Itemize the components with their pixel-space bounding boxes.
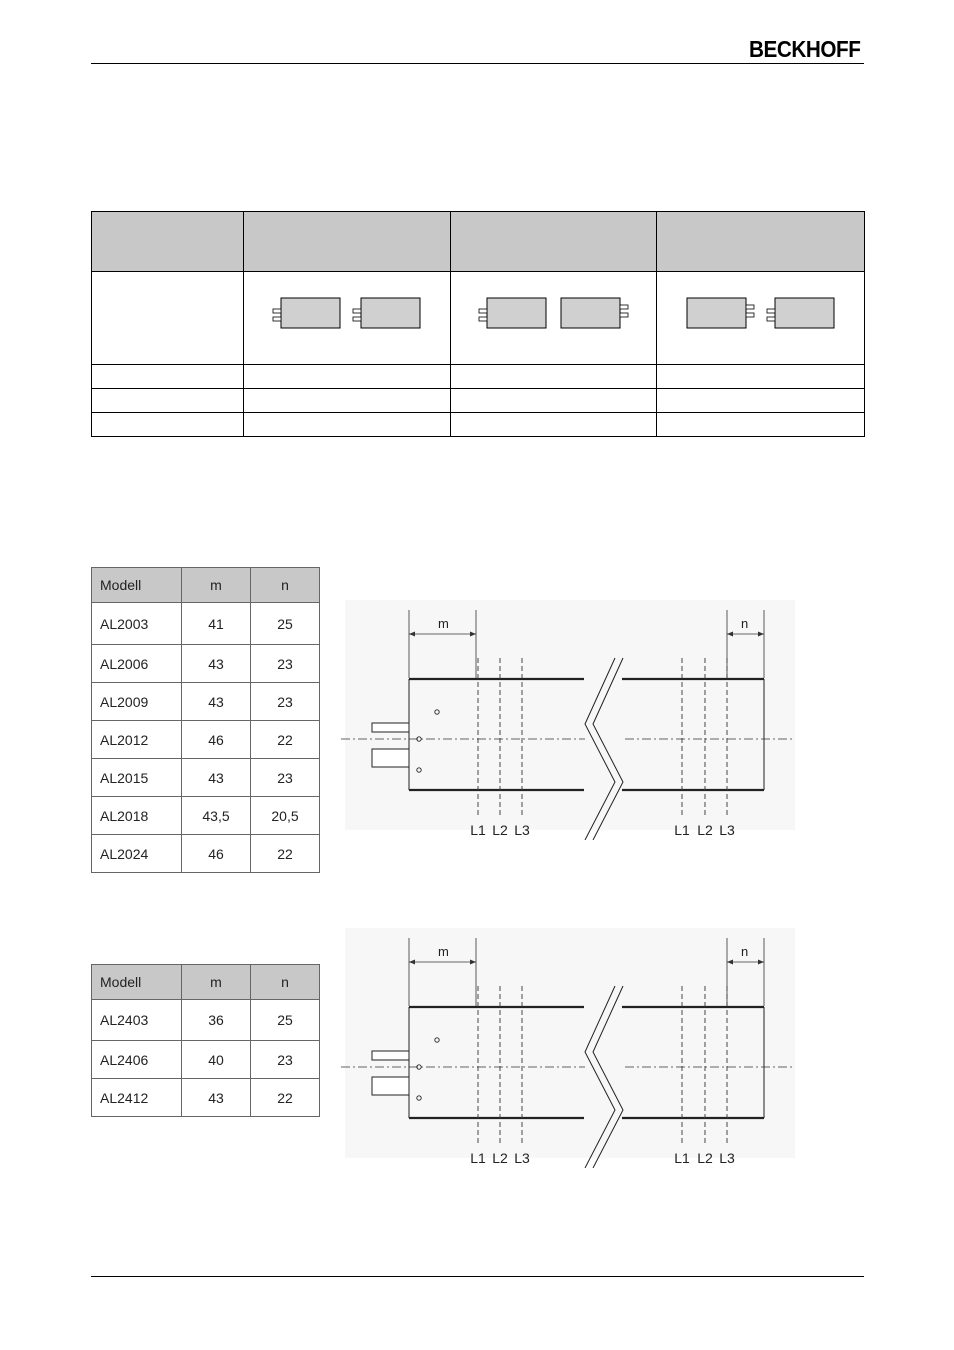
col-header-n: n (251, 965, 320, 1000)
n-cell: 23 (251, 645, 320, 683)
model-cell: AL2403 (92, 1000, 182, 1041)
phase-label: L3 (719, 822, 735, 838)
n-cell: 20,5 (251, 797, 320, 835)
col-header-n: n (251, 568, 320, 603)
motor-dimension-drawing (335, 600, 805, 845)
model-table-al20 (91, 567, 320, 873)
dimension-label-m: m (438, 616, 449, 631)
model-cell: AL2412 (92, 1079, 182, 1117)
m-cell: 40 (182, 1041, 251, 1079)
connector-pin (372, 723, 409, 732)
motor-dimension-drawing (335, 928, 805, 1173)
phase-label: L2 (697, 822, 713, 838)
m-cell: 43 (182, 759, 251, 797)
phase-label: L3 (719, 1150, 735, 1166)
n-cell: 25 (251, 1000, 320, 1041)
table-row (92, 603, 320, 645)
col-header-m: m (182, 965, 251, 1000)
col-header-model: Modell (92, 568, 182, 603)
dimension-label-m: m (438, 944, 449, 959)
motor-connector-icon (451, 272, 657, 361)
header-cell (451, 212, 657, 272)
m-cell: 46 (182, 721, 251, 759)
table-row (92, 683, 320, 721)
model-cell: AL2012 (92, 721, 182, 759)
table-row (92, 365, 865, 389)
m-cell: 43 (182, 1079, 251, 1117)
n-cell: 23 (251, 683, 320, 721)
header-cell (244, 212, 451, 272)
table-row (92, 797, 320, 835)
connector-plug (372, 1077, 409, 1095)
phase-label: L1 (674, 822, 690, 838)
phase-label: L2 (697, 1150, 713, 1166)
table-row (92, 389, 865, 413)
model-cell: AL2003 (92, 603, 182, 645)
phase-label: L2 (492, 822, 508, 838)
col-header-model: Modell (92, 965, 182, 1000)
n-cell: 22 (251, 721, 320, 759)
connector-pair-left-left (244, 272, 451, 365)
row-label-cell (92, 272, 244, 365)
model-cell: AL2009 (92, 683, 182, 721)
connector-image-row (92, 272, 865, 365)
col-header-m: m (182, 568, 251, 603)
m-cell: 43 (182, 683, 251, 721)
phase-label: L1 (470, 822, 486, 838)
connector-table (91, 211, 865, 437)
footer-rule (91, 1276, 864, 1277)
model-cell: AL2018 (92, 797, 182, 835)
m-cell: 43,5 (182, 797, 251, 835)
phase-label: L3 (514, 822, 530, 838)
n-cell: 22 (251, 835, 320, 873)
motor-connector-icon (244, 272, 451, 361)
model-cell: AL2024 (92, 835, 182, 873)
model-cell: AL2015 (92, 759, 182, 797)
table-row (92, 835, 320, 873)
header-cell (92, 212, 244, 272)
m-cell: 43 (182, 645, 251, 683)
phase-label: L3 (514, 1150, 530, 1166)
m-cell: 41 (182, 603, 251, 645)
connector-pair-right-left (657, 272, 865, 365)
model-cell: AL2406 (92, 1041, 182, 1079)
header-cell (657, 212, 865, 272)
phase-label: L1 (674, 1150, 690, 1166)
m-cell: 36 (182, 1000, 251, 1041)
dimension-label-n: n (741, 944, 749, 959)
model-cell: AL2006 (92, 645, 182, 683)
motor-connector-icon (657, 272, 865, 361)
connector-pin (372, 1051, 409, 1060)
motor-outline-svg (335, 600, 805, 840)
connector-table-header (92, 212, 865, 272)
phase-label: L2 (492, 1150, 508, 1166)
motor-outline-svg (335, 928, 805, 1168)
model-table-al24 (91, 964, 320, 1117)
table-row (92, 721, 320, 759)
table-row (92, 645, 320, 683)
table-row (92, 759, 320, 797)
beckhoff-logo: BECKHOFF (749, 36, 861, 62)
dimension-label-n: n (741, 616, 749, 631)
n-cell: 22 (251, 1079, 320, 1117)
n-cell: 23 (251, 1041, 320, 1079)
m-cell: 46 (182, 835, 251, 873)
table-row (92, 1000, 320, 1041)
header-rule (91, 63, 864, 64)
table-row (92, 413, 865, 437)
connector-plug (372, 749, 409, 767)
table-row (92, 1041, 320, 1079)
connector-pair-left-right (451, 272, 657, 365)
n-cell: 25 (251, 603, 320, 645)
phase-label: L1 (470, 1150, 486, 1166)
n-cell: 23 (251, 759, 320, 797)
table-row (92, 1079, 320, 1117)
